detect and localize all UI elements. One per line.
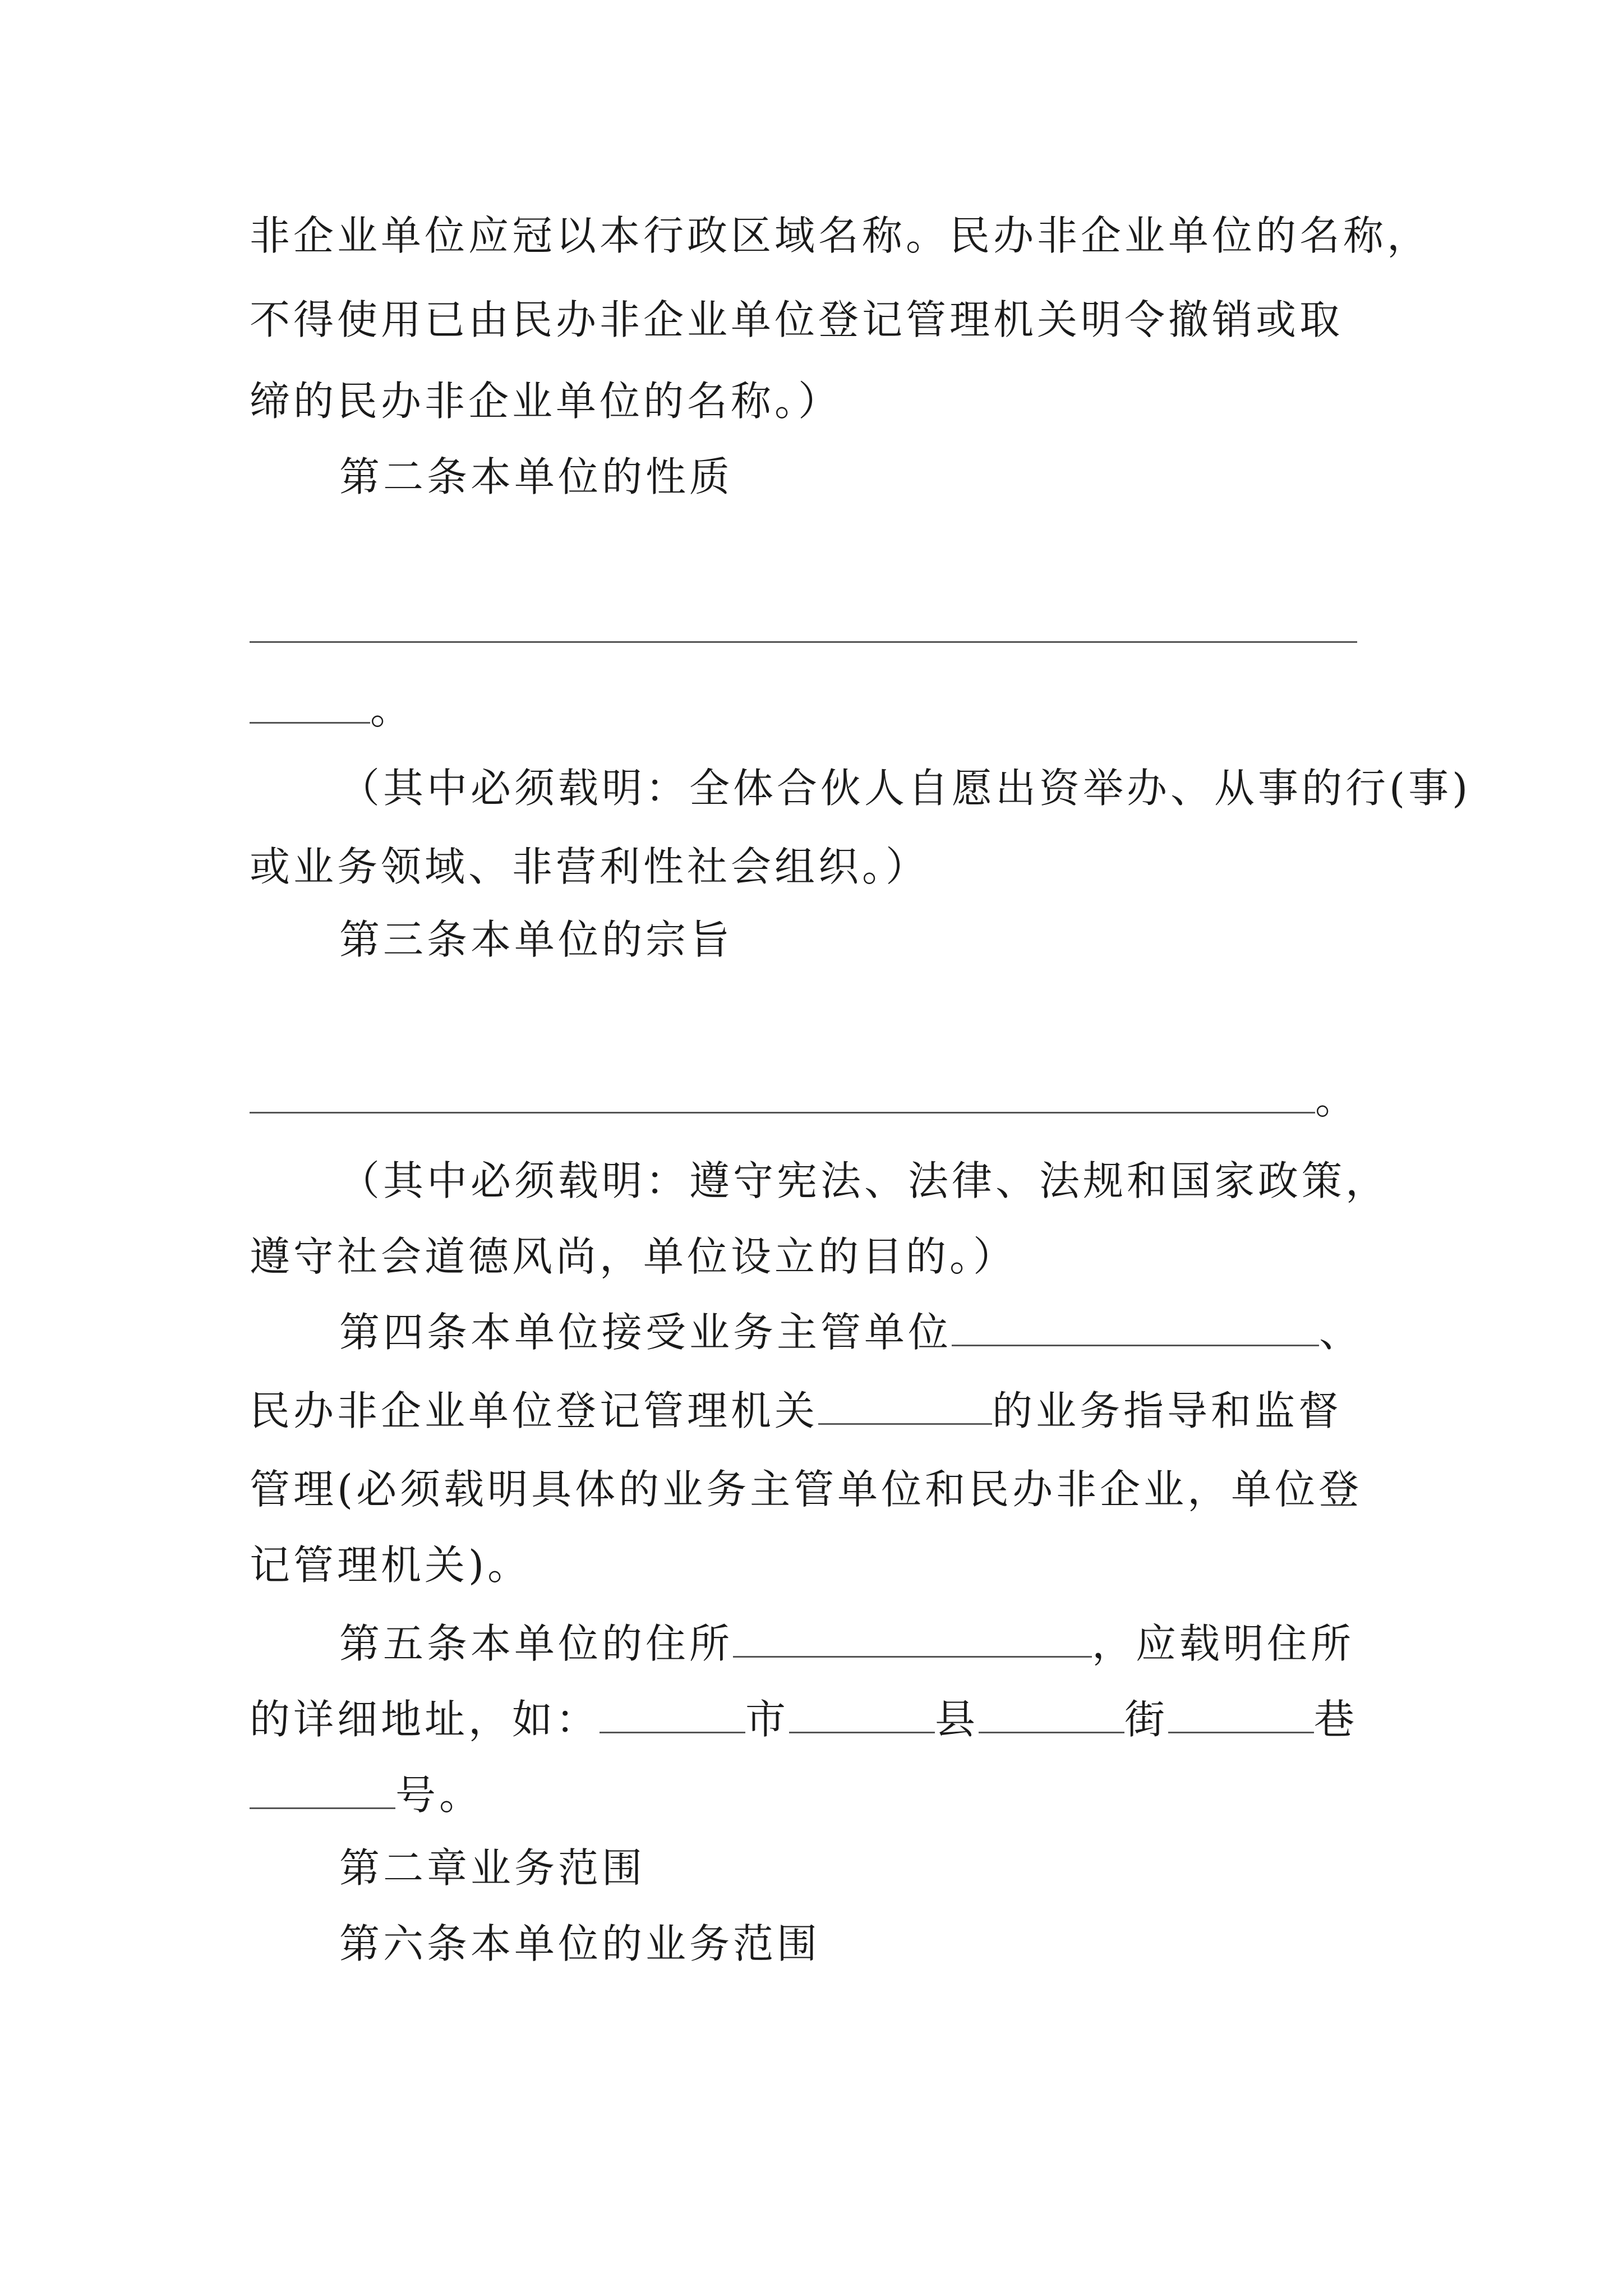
fill-blank-lane[interactable] (1168, 1697, 1314, 1733)
fill-blank-street[interactable] (979, 1697, 1124, 1733)
text-fragment: 号。 (395, 1772, 483, 1819)
text-line: 不得使用已由民办非企业单位登记管理机关明令撤销或取 (250, 296, 1344, 343)
text-fragment: 民办非企业单位登记管理机关 (250, 1387, 819, 1434)
text-line: 遵守社会道德风尚，单位设立的目的。） (250, 1233, 1017, 1280)
text-fragment: 的详细地址，如： (250, 1696, 600, 1743)
text-fragment: 市 (745, 1696, 790, 1743)
article-3-heading: 第三条本单位的宗旨 (339, 916, 734, 963)
fill-blank-purpose[interactable] (250, 1077, 1315, 1114)
text-line: 非企业单位应冠以本行政区域名称。民办非企业单位的名称， (250, 212, 1431, 259)
article-6-heading: 第六条本单位的业务范围 (339, 1920, 821, 1967)
text-line: 管理(必须载明具体的业务主管单位和民办非企业，单位登 (250, 1466, 1363, 1513)
text-line: （其中必须载明：遵守宪法、法律、法规和国家政策， (339, 1157, 1390, 1204)
article-5-text: 第五条本单位的住所 (339, 1620, 734, 1667)
text-line (250, 1767, 483, 1823)
text-line (339, 1616, 1354, 1672)
fill-blank-county[interactable] (789, 1697, 935, 1733)
fill-blank-domicile[interactable] (733, 1621, 1092, 1658)
fill-blank-nature-2[interactable] (250, 687, 370, 724)
article-4-text: 第四条本单位接受业务主管单位 (339, 1309, 952, 1356)
fill-blank-number[interactable] (250, 1773, 395, 1809)
text-line (250, 1691, 1358, 1747)
text-line (250, 682, 414, 738)
text-fragment: 街 (1124, 1696, 1169, 1743)
punctuation: 、 (1319, 1309, 1363, 1356)
period: 。 (370, 686, 414, 733)
fill-blank-city[interactable] (600, 1697, 745, 1733)
fill-blank-nature-1[interactable] (250, 641, 1357, 643)
text-line: 或业务领域、非营利性社会组织。） (250, 843, 930, 890)
chapter-2-heading: 第二章业务范围 (339, 1844, 646, 1892)
article-2-heading: 第二条本单位的性质 (339, 453, 734, 500)
text-fragment: 的业务指导和监督 (992, 1387, 1343, 1434)
text-line: （其中必须载明：全体合伙人自愿出资举办、从事的行(事) (339, 765, 1472, 812)
text-line: 缔的民办非企业单位的名称。） (250, 378, 842, 425)
text-fragment: 县 (935, 1696, 979, 1743)
text-fragment: 巷 (1314, 1696, 1358, 1743)
text-line: 记管理机关)。 (250, 1542, 532, 1589)
text-line (250, 1383, 1342, 1439)
fill-blank-registration-authority[interactable] (818, 1388, 992, 1425)
period: 。 (1315, 1076, 1359, 1123)
text-line (250, 1071, 1359, 1128)
fill-blank-supervising-unit[interactable] (952, 1310, 1319, 1346)
text-line (339, 1304, 1363, 1360)
text-fragment: ，应载明住所 (1092, 1620, 1355, 1667)
